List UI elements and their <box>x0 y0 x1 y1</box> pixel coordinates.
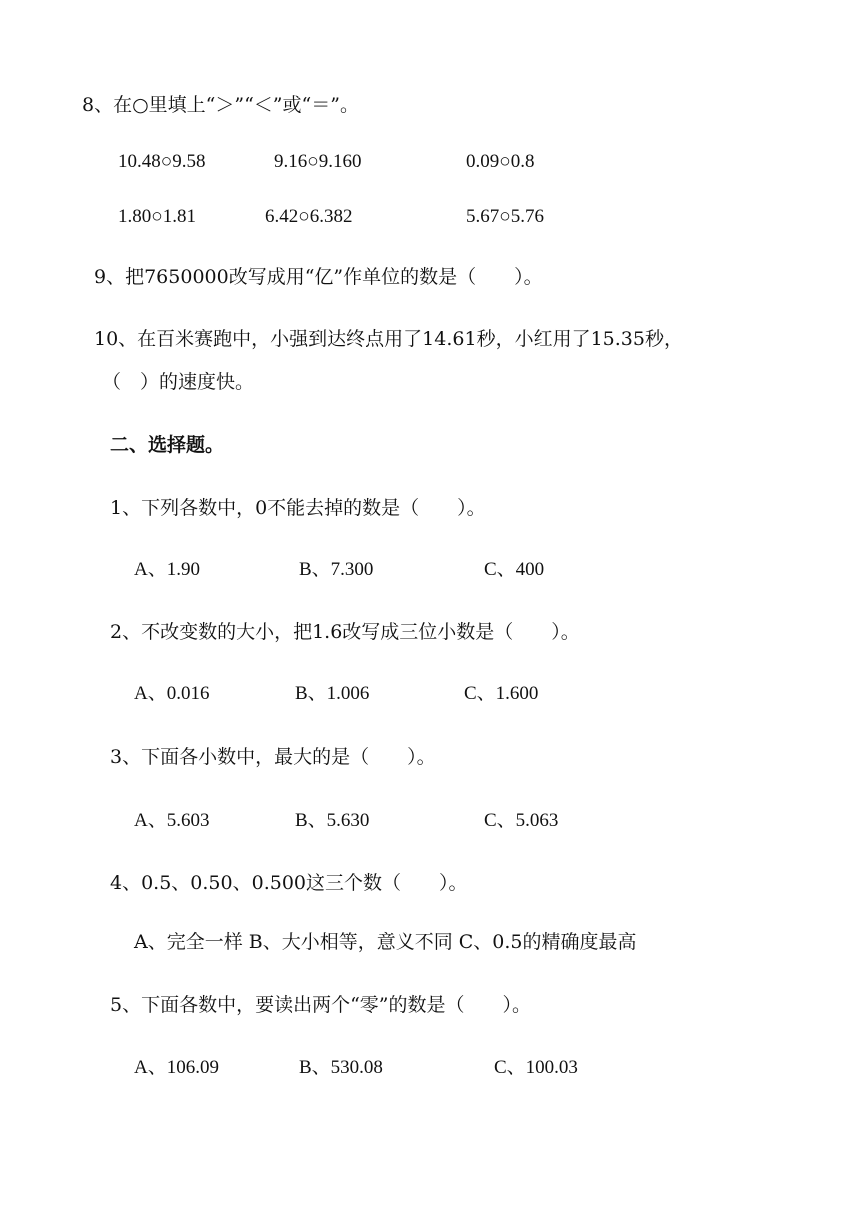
q8-item-6: 5.67○5.76 <box>466 206 544 227</box>
q8-item-5: 6.42○6.382 <box>265 206 353 227</box>
q8-title: 8、在○里填上“＞”“＜”或“＝”。 <box>82 94 359 116</box>
choice-q2-option-c: C、1.600 <box>464 683 539 704</box>
choice-q2-stem: 2、不改变数的大小，把1.6改写成三位小数是（ ）。 <box>110 621 580 643</box>
choice-q5-option-a: A、106.09 <box>134 1057 219 1078</box>
choice-q4-stem: 4、0.5、0.50、0.500这三个数（ ）。 <box>110 872 468 894</box>
q8-item-3: 0.09○0.8 <box>466 151 535 172</box>
choice-q1-option-a: A、1.90 <box>134 559 200 580</box>
choice-q2-option-a: A、0.016 <box>134 683 210 704</box>
q8-item-1: 10.48○9.58 <box>118 151 206 172</box>
choice-q3-option-c: C、5.063 <box>484 810 559 831</box>
choice-q5-stem: 5、下面各数中，要读出两个“零”的数是（ ）。 <box>110 994 532 1016</box>
q8-item-4: 1.80○1.81 <box>118 206 196 227</box>
choice-q3-option-a: A、5.603 <box>134 810 210 831</box>
choice-q1-stem: 1、下列各数中，0不能去掉的数是（ ）。 <box>110 497 486 519</box>
q9-text: 9、把7650000改写成用“亿”作单位的数是（ ）。 <box>94 266 543 288</box>
q8-item-2: 9.16○9.160 <box>274 151 362 172</box>
q10-line1: 10、在百米赛跑中，小强到达终点用了14.61秒，小红用了15.35秒， <box>94 328 683 350</box>
choice-q5-option-c: C、100.03 <box>494 1057 578 1078</box>
choice-q4-options: A、完全一样 B、大小相等，意义不同 C、0.5的精确度最高 <box>134 931 637 953</box>
choice-q3-option-b: B、5.630 <box>295 810 370 831</box>
choice-q2-option-b: B、1.006 <box>295 683 370 704</box>
choice-q1-option-c: C、400 <box>484 559 545 580</box>
section-heading: 二、选择题。 <box>110 434 225 456</box>
q10-line2: （ ）的速度快。 <box>102 371 255 393</box>
choice-q1-option-b: B、7.300 <box>299 559 374 580</box>
choice-q5-option-b: B、530.08 <box>299 1057 383 1078</box>
choice-q3-stem: 3、下面各小数中，最大的是（ ）。 <box>110 746 436 768</box>
